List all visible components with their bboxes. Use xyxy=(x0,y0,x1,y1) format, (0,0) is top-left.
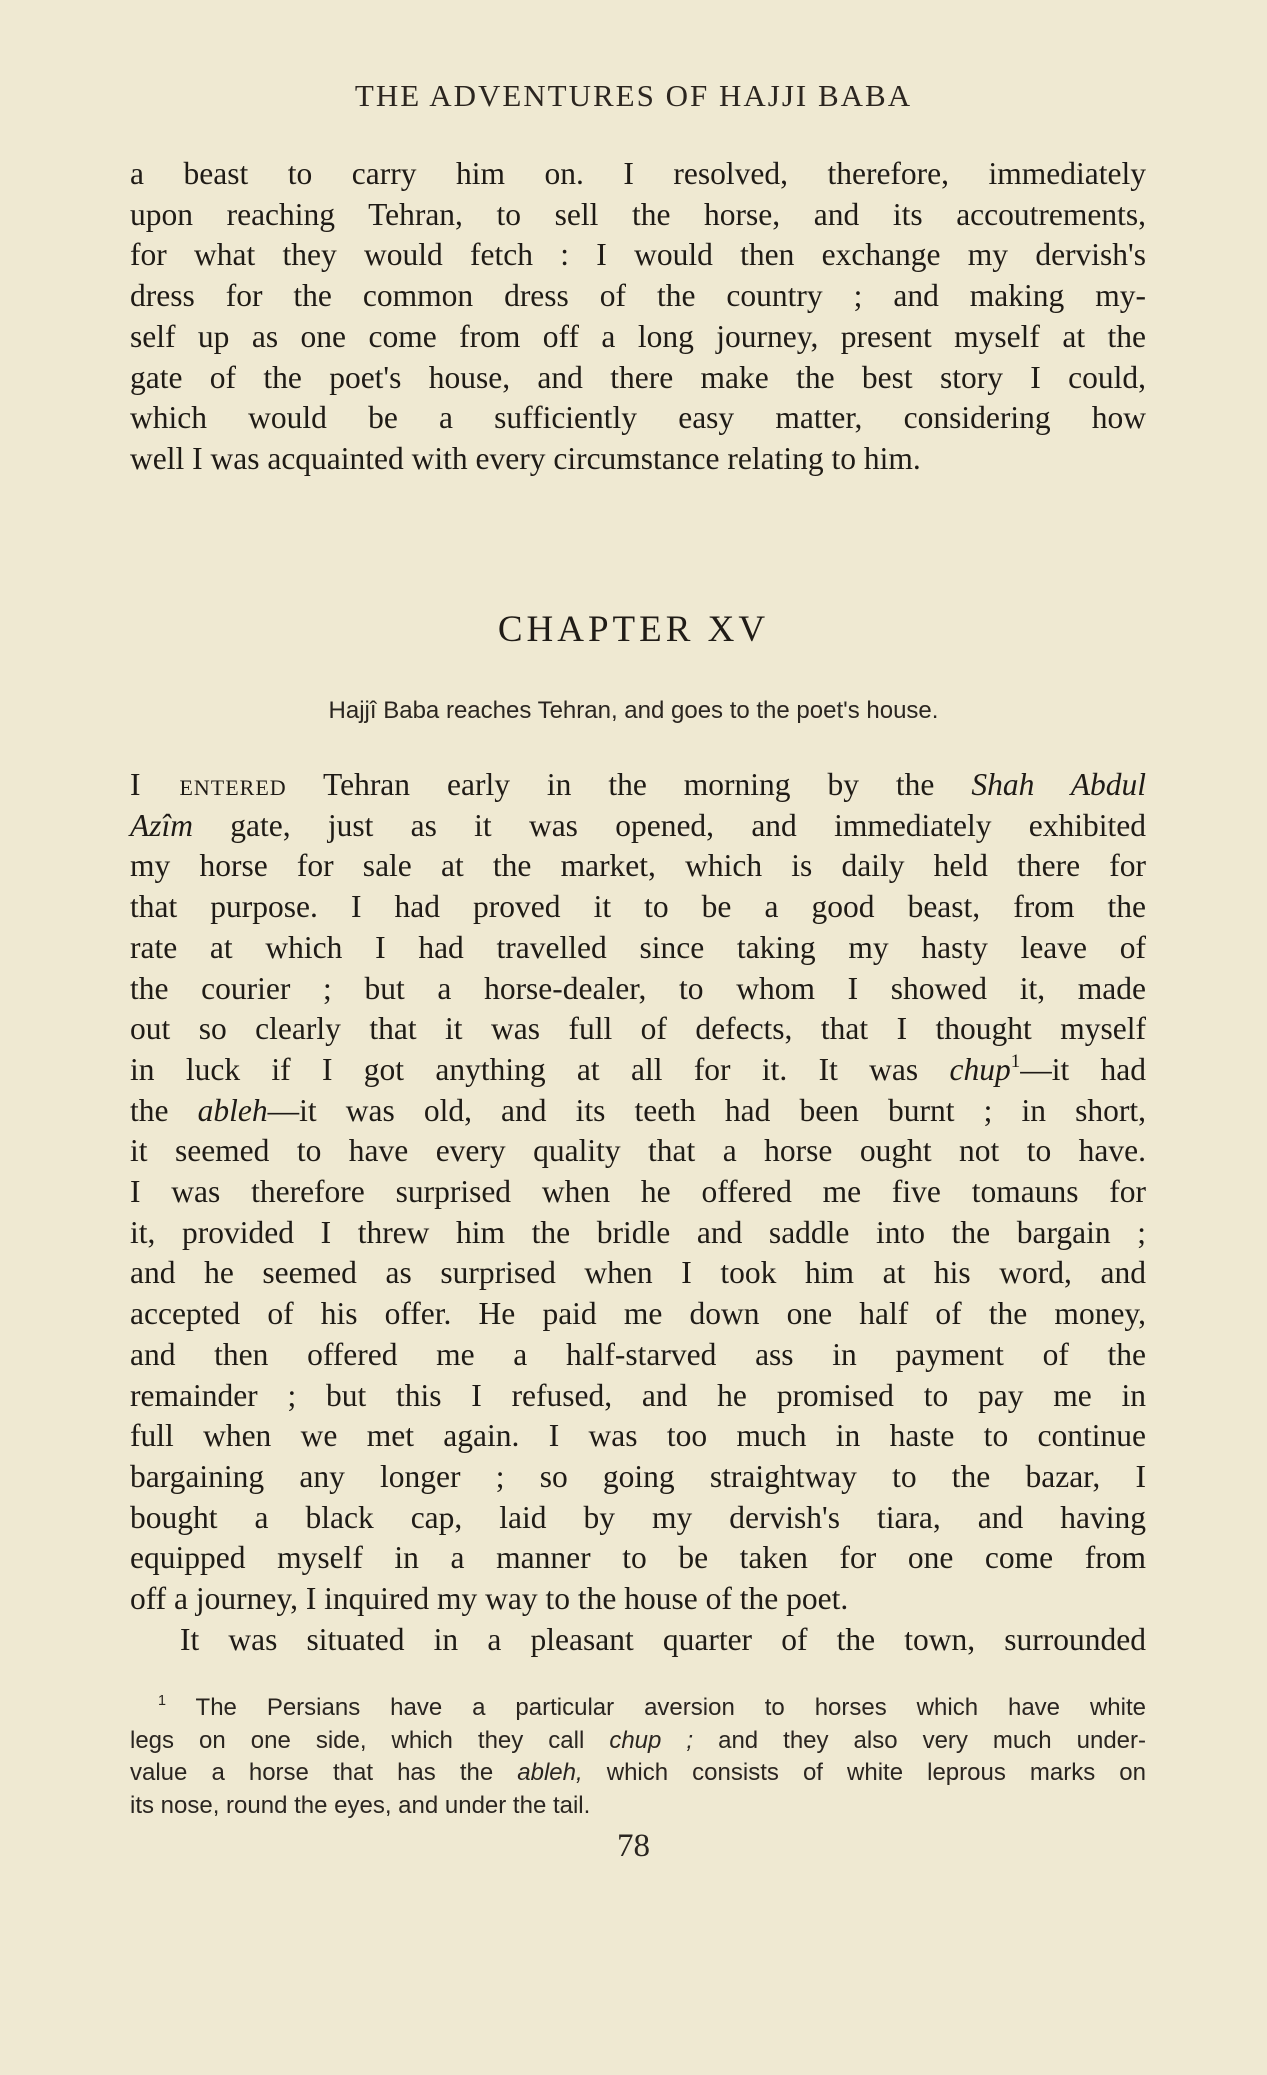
text-line: accepted of his offer. He paid me down one half of the money, xyxy=(130,1296,1146,1332)
text-run: gate, just as it was opened, and immediately exhibited xyxy=(230,807,1147,843)
text-line: it seemed to have every quality that a horse ought not to have. xyxy=(130,1133,1146,1169)
italic-name: Azîm xyxy=(130,807,193,843)
text-line: bargaining any longer ; so going straightway to the bazar, I xyxy=(130,1458,1146,1494)
text-line: and he seemed as surprised when I took him at his word, and xyxy=(130,1255,1146,1291)
text-line: equipped myself in a manner to be taken for one come from xyxy=(130,1540,1146,1576)
footnote-marker: 1 xyxy=(158,1692,167,1709)
page-number: 78 xyxy=(617,1828,650,1864)
text-run: and they also very much under- xyxy=(718,1726,1147,1754)
text-line: that purpose. I had proved it to be a good beast, from the xyxy=(130,889,1146,925)
text-run: which consists of white leprous marks on xyxy=(606,1759,1147,1786)
text-line: out so clearly that it was full of defects, that I thought myself xyxy=(130,1011,1146,1047)
text-line: I was therefore surprised when he offered me five tomauns for xyxy=(130,1174,1146,1210)
italic-name: Shah Abdul xyxy=(971,767,1146,802)
footnote-line xyxy=(130,1757,1146,1790)
text-line: gate of the poet's house, and there make the best story I could, xyxy=(130,359,1146,395)
italic-term: chup xyxy=(949,1051,1011,1087)
text-line: the courier ; but a horse-dealer, to whom I showed it, made xyxy=(130,970,1146,1006)
footnote-line xyxy=(130,1725,1146,1758)
text-line: upon reaching Tehran, to sell the horse, and its accoutrements, xyxy=(130,196,1146,232)
text-line: bought a black cap, laid by my dervish's tiara, and having xyxy=(130,1499,1146,1535)
text-run: —it was old, and its teeth had been burnt ; in short, xyxy=(267,1092,1147,1128)
text-run: the xyxy=(130,1092,169,1128)
text-run: in luck if I got anything at all for it. It was xyxy=(130,1051,919,1087)
chapter-title: CHAPTER XV xyxy=(497,609,770,650)
text-line: off a journey, I inquired my way to the house of the poet. xyxy=(130,1581,849,1617)
text-run: —it had xyxy=(1020,1051,1147,1087)
text-line: full when we met again. I was too much in haste to continue xyxy=(130,1418,1146,1454)
opening-small-caps: I entered xyxy=(130,767,287,802)
paragraph-previous-chapter xyxy=(130,154,1146,480)
text-line: remainder ; but this I refused, and he promised to pay me in xyxy=(130,1377,1146,1413)
text-line: dress for the common dress of the country ; and making my- xyxy=(130,278,1146,314)
text-line: and then offered me a half-starved ass in payment of the xyxy=(130,1336,1146,1372)
text-line: my horse for sale at the market, which is daily held there for xyxy=(130,848,1146,884)
chapter-summary: Hajjî Baba reaches Tehran, and goes to the poet's house. xyxy=(328,697,939,724)
running-head: THE ADVENTURES OF HAJJI BABA xyxy=(354,78,913,113)
text-line: It was situated in a pleasant quarter of the town, surrounded xyxy=(180,1621,1146,1657)
footnote-line: its nose, round the eyes, and under the tail. xyxy=(130,1791,591,1819)
chapter-body xyxy=(130,765,1146,1660)
text-line xyxy=(130,1050,1146,1091)
text-run: value a horse that has the xyxy=(130,1759,494,1786)
text-line: a beast to carry him on. I resolved, therefore, immediately xyxy=(130,156,1146,191)
text-line: rate at which I had travelled since taking my hasty leave of xyxy=(130,929,1146,965)
text-line xyxy=(130,765,1146,806)
text-run: Tehran early in the morning by the xyxy=(323,767,935,802)
italic-term: chup ; xyxy=(609,1726,694,1754)
text-line: for what they would fetch : I would then exchange my dervish's xyxy=(130,237,1146,273)
text-line: self up as one come from off a long journey, present myself at the xyxy=(130,318,1146,354)
text-line: it, provided I threw him the bridle and saddle into the bargain ; xyxy=(130,1214,1146,1250)
footnote-reference: 1 xyxy=(1010,1050,1021,1072)
footnote-line xyxy=(130,1692,1146,1725)
text-line xyxy=(130,1091,1146,1132)
italic-term: ableh xyxy=(197,1092,268,1128)
footnote xyxy=(130,1692,1146,1822)
italic-term: ableh, xyxy=(517,1759,583,1786)
text-line: well I was acquainted with every circumstance relating to him. xyxy=(130,440,921,476)
text-run: legs on one side, which they call xyxy=(130,1726,585,1754)
text-line: which would be a sufficiently easy matter, considering how xyxy=(130,400,1146,436)
text-run: The Persians have a particular aversion to horses which have white xyxy=(195,1694,1147,1721)
text-line xyxy=(130,806,1146,847)
